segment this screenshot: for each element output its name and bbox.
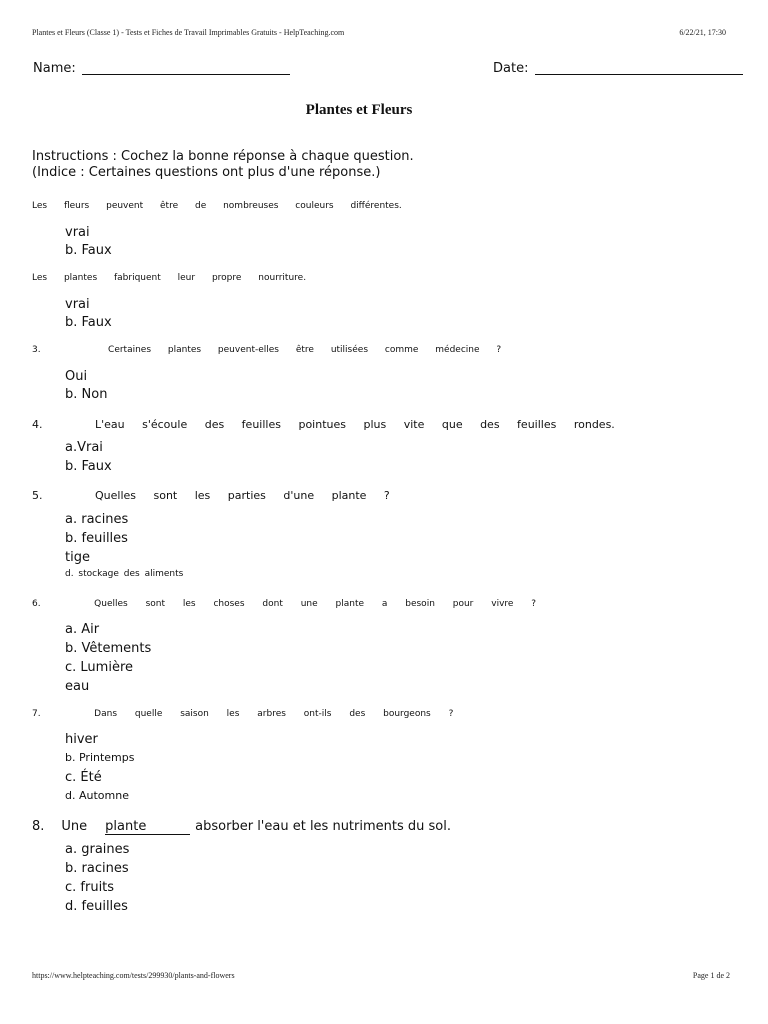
question-1-option-a[interactable]: vrai xyxy=(65,225,90,240)
question-3-option-a[interactable]: Oui xyxy=(65,369,88,384)
question-6-text: 6. Quelles sont les choses dont une plante a besoin pour vivre ? xyxy=(32,599,537,609)
question-5-option-d[interactable]: d. stockage des aliments xyxy=(65,569,184,579)
question-7-option-b[interactable]: b. Printemps xyxy=(65,751,135,764)
question-2-option-b[interactable]: b. Faux xyxy=(65,315,112,330)
question-5-option-a[interactable]: a. racines xyxy=(65,512,129,527)
question-5-text: 5. Quelles sont les parties d'une plante ? xyxy=(32,489,390,502)
question-1-text: Les fleurs peuvent être de nombreuses couleurs différentes. xyxy=(32,201,402,211)
header-timestamp: 6/22/21, 17:30 xyxy=(679,28,726,37)
page-title: Plantes et Fleurs xyxy=(305,102,413,118)
question-6-option-d[interactable]: eau xyxy=(65,679,90,694)
question-4-option-a[interactable]: a.Vrai xyxy=(65,440,103,455)
question-8-text xyxy=(32,819,451,835)
question-8-option-b[interactable]: b. racines xyxy=(65,861,129,876)
question-8-option-a[interactable]: a. graines xyxy=(65,842,130,857)
document-header-title: Plantes et Fleurs (Classe 1) - Tests et Fiches de Travail Imprimables Gratuits - HelpTeaching.com xyxy=(32,28,345,37)
instructions-line-1: Instructions : Cochez la bonne réponse à chaque question. xyxy=(32,149,414,164)
question-6-option-c[interactable]: c. Lumière xyxy=(65,660,133,675)
question-1-option-b[interactable]: b. Faux xyxy=(65,243,112,258)
question-8-number: 8. xyxy=(32,819,45,834)
footer-page-number: Page 1 de 2 xyxy=(692,971,730,980)
question-7-option-a[interactable]: hiver xyxy=(65,732,98,747)
instructions-line-2: (Indice : Certaines questions ont plus d'une réponse.) xyxy=(32,165,381,180)
question-3-text: 3. Certaines plantes peuvent-elles être utilisées comme médecine ? xyxy=(32,345,502,355)
question-3-option-b[interactable]: b. Non xyxy=(65,387,108,402)
question-8-blank-text: plante xyxy=(105,819,147,834)
question-7-option-c[interactable]: c. Été xyxy=(65,770,102,785)
question-8-blank[interactable] xyxy=(105,819,190,835)
name-label: Name: xyxy=(33,61,76,76)
question-8-post: absorber l'eau et les nutriments du sol. xyxy=(195,819,451,834)
question-8-option-d[interactable]: d. feuilles xyxy=(65,899,128,914)
question-5-option-b[interactable]: b. feuilles xyxy=(65,531,128,546)
question-4-option-b[interactable]: b. Faux xyxy=(65,459,112,474)
question-6-option-a[interactable]: a. Air xyxy=(65,622,100,637)
question-4-text: 4. L'eau s'écoule des feuilles pointues plus vite que des feuilles rondes. xyxy=(32,418,615,431)
question-2-option-a[interactable]: vrai xyxy=(65,297,90,312)
question-5-option-c[interactable]: tige xyxy=(65,550,90,565)
question-2-text: Les plantes fabriquent leur propre nourriture. xyxy=(32,273,307,283)
footer-url[interactable]: https://www.helpteaching.com/tests/299930/plants-and-flowers xyxy=(32,971,235,980)
date-label: Date: xyxy=(493,61,529,76)
question-6-option-b[interactable]: b. Vêtements xyxy=(65,641,152,656)
question-7-option-d[interactable]: d. Automne xyxy=(65,789,129,802)
question-8-option-c[interactable]: c. fruits xyxy=(65,880,115,895)
question-7-text: 7. Dans quelle saison les arbres ont-ils des bourgeons ? xyxy=(32,709,454,719)
date-field[interactable] xyxy=(535,74,743,75)
question-8-pre: Une xyxy=(61,819,88,834)
name-field[interactable] xyxy=(82,74,290,75)
